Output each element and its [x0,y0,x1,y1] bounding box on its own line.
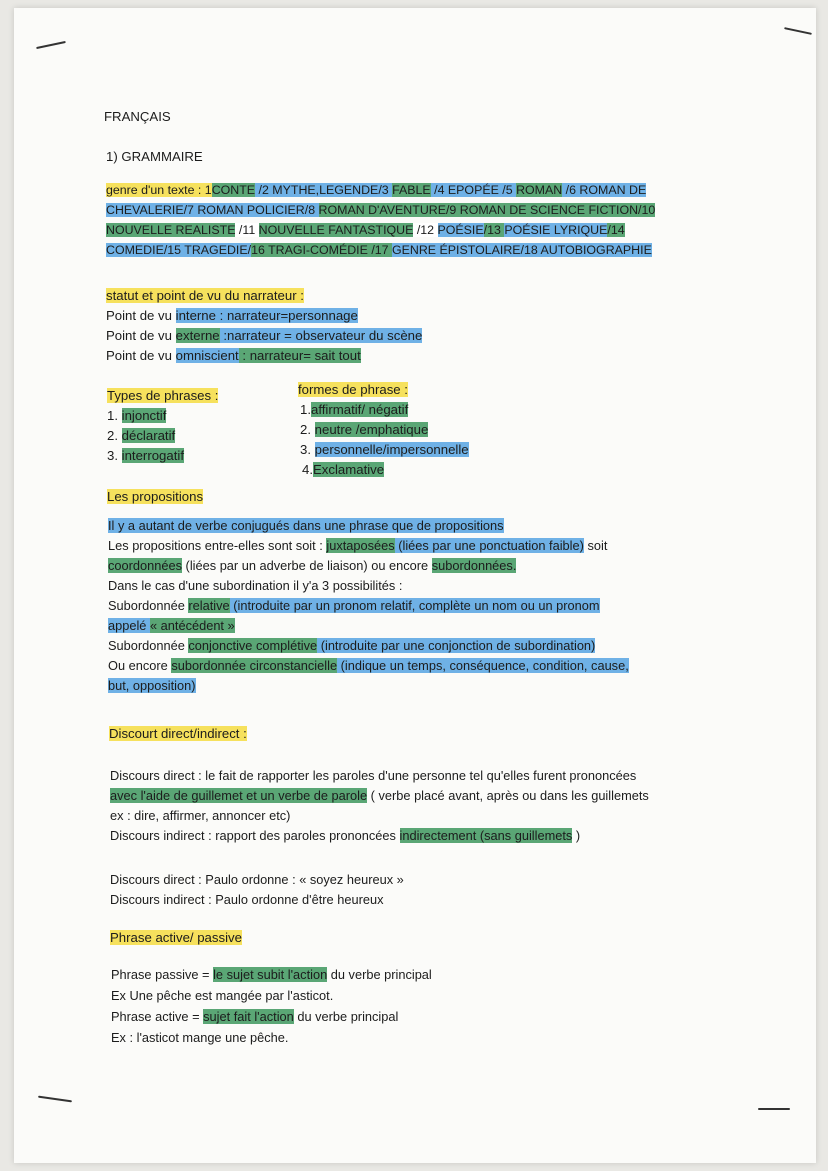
propositions-body: Il y a autant de verbe conjugués dans une phrase que de propositions Les propositions entre-elles sont soit : juxtaposées (liées par une ponctuation faible) soit coordonnées (liées par un adverbe de liaison) ou encore subordonnées. Dans le cas d'une subordination il y'a 3 possibilités : Subordonnée relative (introduite par un pronom relatif, complète un nom ou un pronom appelé « antécédent » Subordonnée conjonctive complétive (introduite par une conjonction de subordination) Ou encore subordonnée circonstancielle (indique un temps, conséquence, condition, cause, but, opposition) [108,518,629,693]
genre-segment: POÉSIE LYRIQUE [504,223,608,237]
genre-segment: /2 MYTHE,LEGENDE/3 [255,183,393,197]
genre-segment: CHEVALERIE/7 ROMAN POLICIER/8 [106,203,319,217]
voice-heading: Phrase active/ passive [110,930,242,945]
genre-segment: ROMAN [516,183,563,197]
genre-line [106,200,655,220]
propositions-heading: Les propositions [107,489,204,504]
document-page [14,8,816,1163]
genre-segment: /13 [483,223,505,237]
genre-segment: COMEDIE/15 TRAGEDIE/ [106,243,252,257]
genre-list [106,180,655,260]
genre-segment: FABLE [392,183,431,197]
page-title: FRANÇAIS [104,109,171,124]
genre-segment: /6 ROMAN DE [562,183,647,197]
genre-segment: GENRE ÉPISTOLAIRE/18 AUTOBIOGRAPHIE [392,243,652,257]
list-item: 3. personnelle/impersonnelle [300,442,469,457]
genre-segment: POÉSIE [437,223,484,237]
sentence-types-heading: Types de phrases : [107,388,219,403]
genre-segment: NOUVELLE REALISTE [106,223,236,237]
discours-heading: Discourt direct/indirect : [109,726,247,741]
discours-examples: Discours direct : Paulo ordonne : « soyez heureux » Discours indirect : Paulo ordonne d'être heureux [110,872,404,907]
genre-segment: CONTE [211,183,256,197]
narrator-row: Point de vu externe :narrateur = observateur du scène [106,328,423,343]
genre-line [106,240,655,260]
section-heading: 1) GRAMMAIRE [106,149,203,164]
list-item: 2. déclaratif [107,428,176,443]
genre-segment: 16 TRAGI-COMÉDIE /17 [251,243,392,257]
narrator-row: Point de vu interne : narrateur=personnage [106,308,358,323]
sentence-types [107,386,218,466]
genre-segment: /12 [413,223,438,237]
list-item: 1. injonctif [107,408,167,423]
list-item: 3. interrogatif [107,448,184,463]
genre-line [106,220,655,240]
narrator-heading: statut et point de vu du narrateur : [106,288,304,303]
page-corner-mark [38,1096,72,1103]
list-item: 1.affirmatif/ négatif [300,402,409,417]
list-item: 4.Exclamative [302,462,385,477]
discours-body: Discours direct : le fait de rapporter les paroles d'une personne tel qu'elles furent prononcées avec l'aide de guillemet et un verbe de parole ( verbe placé avant, après ou dans les guillemets ex : dire, affirmer, annoncer etc) Discours indirect : rapport des paroles prononcées indirectement (sans guillemets ) [110,768,649,843]
narrator-row: Point de vu omniscient : narrateur= sait tout [106,348,361,363]
sentence-forms-heading: formes de phrase : [298,382,408,397]
page-corner-mark [784,27,812,35]
page-corner-mark [758,1108,790,1110]
genre-label: genre d'un texte : 1 [106,183,212,197]
narrator-section [106,286,422,366]
sentence-forms [298,380,469,480]
genre-line [106,180,655,200]
genre-segment: /11 [235,223,259,237]
genre-segment: /4 EPOPÉE /5 [430,183,517,197]
voice-body: Phrase passive = le sujet subit l'action du verbe principal Ex Une pêche est mangée par l'asticot. Phrase active = sujet fait l'action du verbe principal Ex : l'asticot mange une pêche. [111,967,432,1045]
genre-segment: NOUVELLE FANTASTIQUE [258,223,414,237]
page-corner-mark [36,41,66,49]
genre-segment: /14 [607,223,625,237]
genre-segment: ROMAN D'AVENTURE/9 ROMAN DE SCIENCE FICTION/10 [318,203,656,217]
list-item: 2. neutre /emphatique [300,422,429,437]
